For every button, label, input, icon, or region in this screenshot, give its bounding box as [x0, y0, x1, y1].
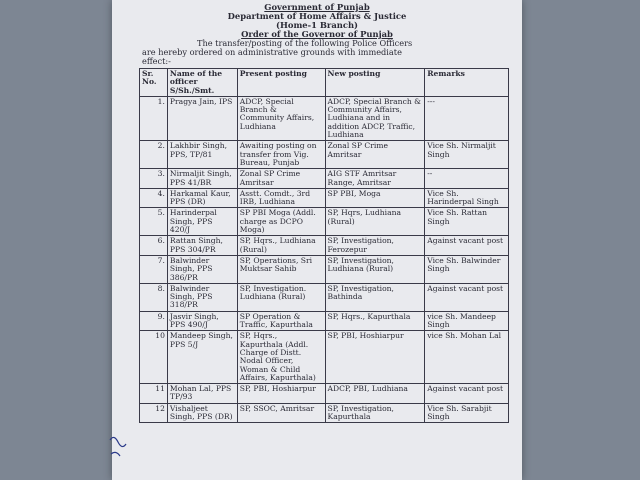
cell-sr: 11 — [140, 384, 168, 404]
cell-present: SP, Operations, Sri Muktsar Sahib — [237, 255, 325, 283]
cell-remarks: -- — [425, 169, 509, 189]
cell-name: Lakhbir Singh, PPS, TP/81 — [167, 141, 237, 169]
cell-new: SP, Investigation, Kapurthala — [325, 403, 425, 423]
col-header-present: Present posting — [237, 69, 325, 97]
header-order-title: Order of the Governor of Punjab — [241, 29, 393, 39]
cell-remarks: --- — [425, 96, 509, 140]
table-row — [140, 311, 509, 331]
intro-line-1: The transfer/posting of the following Police Officers — [197, 38, 413, 48]
cell-name: Pragya Jain, IPS — [167, 96, 237, 140]
cell-name: Rattan Singh, PPS 304/PR — [167, 236, 237, 256]
cell-present: Awaiting posting on transfer from Vig. Bureau, Punjab — [237, 141, 325, 169]
cell-new: AIG STF Amritsar Range, Amritsar — [325, 169, 425, 189]
cell-new: SP, Hqrs, Ludhiana (Rural) — [325, 208, 425, 236]
cell-remarks: vice Sh. Mohan Lal — [425, 331, 509, 384]
cell-sr: 8. — [140, 283, 168, 311]
cell-remarks: vice Sh. Mandeep Singh — [425, 311, 509, 331]
table-row — [140, 96, 509, 140]
cell-name: Harinderpal Singh, PPS 420/J — [167, 208, 237, 236]
cell-new: SP, Investigation, Ludhiana (Rural) — [325, 255, 425, 283]
table-row — [140, 384, 509, 404]
cell-name: Harkamal Kaur, PPS (DR) — [167, 188, 237, 208]
cell-name: Nirmaljit Singh, PPS 41/BR — [167, 169, 237, 189]
cell-present: ADCP, Special Branch & Community Affairs, Ludhiana — [237, 96, 325, 140]
cell-new: ADCP, Special Branch & Community Affairs, Ludhiana and in addition ADCP, Traffic, Ludhiana — [325, 96, 425, 140]
cell-present: SP, PBI, Hoshiarpur — [237, 384, 325, 404]
cell-present: Asstt. Comdt., 3rd IRB, Ludhiana — [237, 188, 325, 208]
pen-mark — [108, 430, 128, 460]
cell-sr: 9. — [140, 311, 168, 331]
cell-present: SP, Hqrs., Kapurthala (Addl. Charge of Distt. Nodal Officer, Woman & Child Affairs, Kapurthala) — [237, 331, 325, 384]
table-header-row — [140, 69, 509, 97]
cell-sr: 12 — [140, 403, 168, 423]
header-department: Department of Home Affairs & Justice — [227, 11, 407, 21]
cell-sr: 5. — [140, 208, 168, 236]
document-page — [112, 0, 522, 480]
cell-present: SP PBI Moga (Addl. charge as DCPO Moga) — [237, 208, 325, 236]
table-row — [140, 283, 509, 311]
cell-new: SP, Investigation, Bathinda — [325, 283, 425, 311]
table-row — [140, 403, 509, 423]
cell-remarks: Vice Sh. Balwinder Singh — [425, 255, 509, 283]
transfer-table — [139, 68, 509, 423]
cell-name: Balwinder Singh, PPS 386/PR — [167, 255, 237, 283]
cell-name: Jasvir Singh, PPS 490/J — [167, 311, 237, 331]
table-row — [140, 169, 509, 189]
cell-present: Zonal SP Crime Amritsar — [237, 169, 325, 189]
cell-sr: 1. — [140, 96, 168, 140]
cell-new: SP, Hqrs., Kapurthala — [325, 311, 425, 331]
cell-present: SP, Hqrs., Ludhiana (Rural) — [237, 236, 325, 256]
col-header-sr: Sr. No. — [140, 69, 168, 97]
cell-sr: 3. — [140, 169, 168, 189]
table-row — [140, 255, 509, 283]
cell-sr: 6. — [140, 236, 168, 256]
intro-line-3: effect:- — [142, 56, 171, 66]
cell-sr: 4. — [140, 188, 168, 208]
cell-sr: 7. — [140, 255, 168, 283]
table-row — [140, 208, 509, 236]
cell-remarks: Vice Sh. Harinderpal Singh — [425, 188, 509, 208]
cell-present: SP, SSOC, Amritsar — [237, 403, 325, 423]
table-row — [140, 331, 509, 384]
col-header-name: Name of the officer S/Sh./Smt. — [167, 69, 237, 97]
cell-present: SP Operation & Traffic, Kapurthala — [237, 311, 325, 331]
header-government: Government of Punjab — [264, 2, 370, 12]
cell-new: SP, Investigation, Ferozepur — [325, 236, 425, 256]
table-row — [140, 141, 509, 169]
cell-new: ADCP, PBI, Ludhiana — [325, 384, 425, 404]
cell-sr: 10 — [140, 331, 168, 384]
cell-present: SP, Investigation. Ludhiana (Rural) — [237, 283, 325, 311]
col-header-remarks: Remarks — [425, 69, 509, 97]
cell-remarks: Against vacant post — [425, 283, 509, 311]
intro-line-2: are hereby ordered on administrative grounds with immediate — [142, 47, 402, 57]
header — [112, 3, 522, 39]
header-branch: (Home-1 Branch) — [275, 20, 359, 30]
table-row — [140, 188, 509, 208]
cell-name: Mohan Lal, PPS TP/93 — [167, 384, 237, 404]
table-row — [140, 236, 509, 256]
cell-new: SP PBI, Moga — [325, 188, 425, 208]
cell-remarks: Vice Sh. Rattan Singh — [425, 208, 509, 236]
cell-name: Mandeep Singh, PPS 5/J — [167, 331, 237, 384]
cell-remarks: Vice Sh. Sarabjit Singh — [425, 403, 509, 423]
cell-remarks: Against vacant post — [425, 236, 509, 256]
cell-new: SP, PBI, Hoshiarpur — [325, 331, 425, 384]
cell-name: Vishaljeet Singh, PPS (DR) — [167, 403, 237, 423]
col-header-new: New posting — [325, 69, 425, 97]
cell-sr: 2. — [140, 141, 168, 169]
cell-remarks: Vice Sh. Nirmaljit Singh — [425, 141, 509, 169]
cell-remarks: Against vacant post — [425, 384, 509, 404]
cell-new: Zonal SP Crime Amritsar — [325, 141, 425, 169]
cell-name: Balwinder Singh, PPS 318/PR — [167, 283, 237, 311]
